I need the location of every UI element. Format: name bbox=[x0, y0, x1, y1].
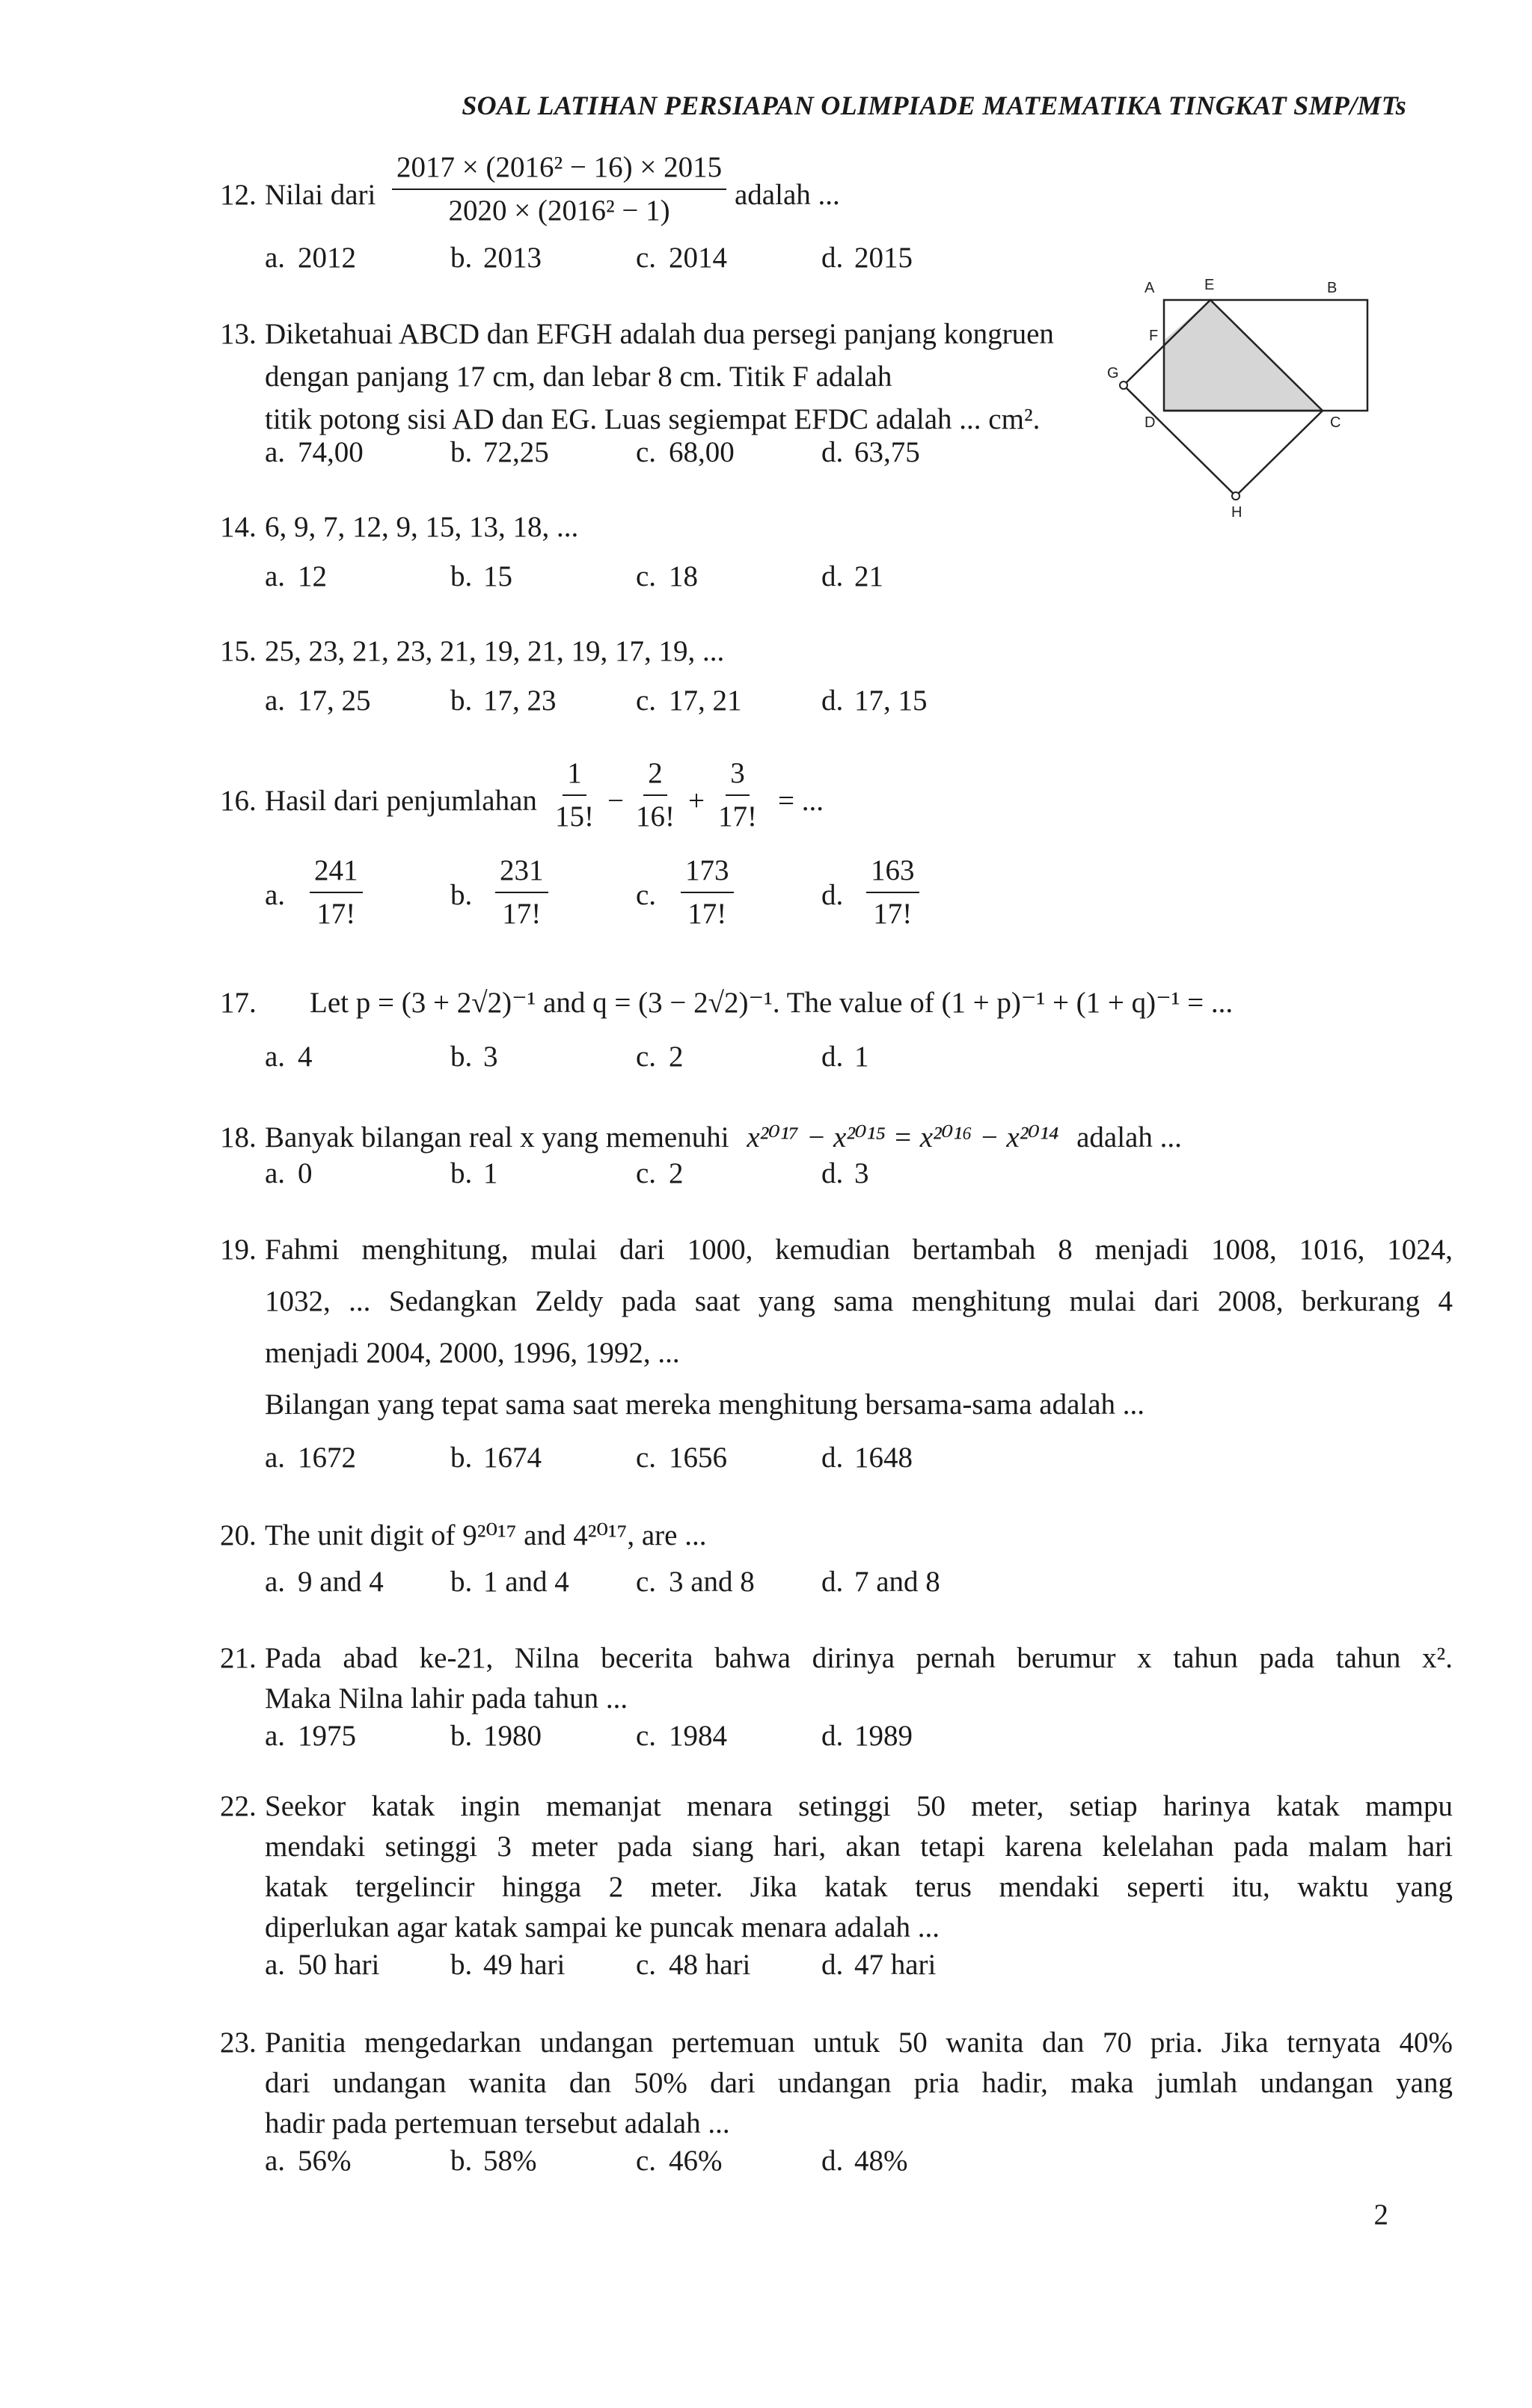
option-c: c. 17, 21 bbox=[636, 684, 742, 717]
question-line: 1032, ... Sedangkan Zeldy pada saat yang sama menghitung mulai dari 2008, berkurang 4 bbox=[265, 1285, 1453, 1317]
option-a: a. 50 hari bbox=[265, 1949, 380, 1981]
option-b: b. 3 bbox=[450, 1041, 498, 1073]
question-line: hadir pada pertemuan tersebut adalah ... bbox=[265, 2107, 730, 2139]
point-g bbox=[1120, 382, 1127, 389]
label-d: D bbox=[1145, 414, 1156, 431]
question-line: Diketahuai ABCD dan EFGH adalah dua persegi panjang kongruen bbox=[265, 318, 1054, 350]
option-a: a. 1672 bbox=[265, 1442, 356, 1474]
option-b: b. 49 hari bbox=[450, 1949, 566, 1981]
options-14 bbox=[265, 560, 1237, 602]
question-number: 13. bbox=[220, 318, 257, 350]
question-number: 23. bbox=[220, 2026, 257, 2059]
option-d: d. 1 bbox=[821, 1041, 869, 1073]
page-header: SOAL LATIHAN PERSIAPAN OLIMPIADE MATEMATIKA TINGKAT SMP/MTs bbox=[462, 91, 1406, 120]
option-b: b. 72,25 bbox=[450, 436, 549, 468]
options-22 bbox=[265, 1948, 1237, 1991]
question-text: 6, 9, 7, 12, 9, 15, 13, 18, ... bbox=[265, 511, 579, 543]
question-number: 21. bbox=[220, 1642, 257, 1674]
page-number: 2 bbox=[1373, 2199, 1388, 2231]
option-b: b. 1 bbox=[450, 1157, 498, 1189]
question-number: 18. bbox=[220, 1121, 257, 1154]
option-a: a. 0 bbox=[265, 1157, 313, 1189]
option-b: b. 15 bbox=[450, 560, 512, 592]
question-line: Fahmi menghitung, mulai dari 1000, kemudian bertambah 8 menjadi 1008, 1016, 1024, bbox=[265, 1234, 1453, 1266]
question-number: 22. bbox=[220, 1790, 257, 1822]
question-line: Pada abad ke-21, Nilna becerita bahwa dirinya pernah berumur x tahun pada tahun x². bbox=[265, 1642, 1453, 1674]
fraction-numerator: 2017 × (2016² − 16) × 2015 bbox=[392, 150, 726, 190]
option-d: d. 2015 bbox=[821, 242, 913, 274]
question-text: Nilai dari bbox=[265, 179, 376, 211]
option-c: c. 18 bbox=[636, 560, 698, 592]
question-text: Banyak bilangan real x yang memenuhi bbox=[265, 1121, 729, 1154]
options-15 bbox=[265, 684, 1237, 726]
label-b: B bbox=[1327, 280, 1338, 296]
option-d: d. 3 bbox=[821, 1157, 869, 1189]
options-18 bbox=[265, 1156, 1237, 1199]
question-line: mendaki setinggi 3 meter pada siang hari, akan tetapi karena kelelahan pada malam hari bbox=[265, 1830, 1453, 1863]
option-c: c. 2014 bbox=[636, 242, 727, 274]
question-number: 17. bbox=[220, 987, 257, 1019]
question-number: 15. bbox=[220, 635, 257, 667]
question-line: dengan panjang 17 cm, dan lebar 8 cm. Titik F adalah bbox=[265, 361, 892, 393]
question-line: menjadi 2004, 2000, 1996, 1992, ... bbox=[265, 1337, 680, 1369]
question-line: katak tergelincir hingga 2 meter. Jika katak terus mendaki seperti itu, waktu yang bbox=[265, 1871, 1453, 1903]
question-text: Let p = (3 + 2√2)⁻¹ and q = (3 − 2√2)⁻¹. The value of (1 + p)⁻¹ + (1 + q)⁻¹ = ... bbox=[310, 987, 1234, 1019]
question-line: dari undangan wanita dan 50% dari undangan pria hadir, maka jumlah undangan yang bbox=[265, 2067, 1453, 2099]
question-text-tail: adalah ... bbox=[735, 179, 840, 211]
option-d: d. 1648 bbox=[821, 1442, 913, 1474]
label-g: G bbox=[1107, 365, 1119, 382]
fraction: $\frac{3}{17!}$ bbox=[718, 757, 757, 833]
option-a: a. 17, 25 bbox=[265, 684, 371, 717]
label-h: H bbox=[1231, 504, 1243, 521]
option-a: a. 2012 bbox=[265, 242, 356, 274]
point-h bbox=[1232, 492, 1240, 500]
question-text-tail: adalah ... bbox=[1076, 1121, 1182, 1154]
options-20 bbox=[265, 1565, 1237, 1608]
question-text: 25, 23, 21, 23, 21, 19, 21, 19, 17, 19, ... bbox=[265, 635, 725, 667]
label-c: C bbox=[1330, 414, 1341, 431]
question-line: Bilangan yang tepat sama saat mereka menghitung bersama-sama adalah ... bbox=[265, 1388, 1145, 1421]
option-b-fraction: $\frac{231}{17!}$ bbox=[495, 853, 548, 932]
option-b: b. bbox=[450, 879, 473, 911]
option-a: a. 12 bbox=[265, 560, 327, 592]
shaded-region-efdc bbox=[1164, 300, 1323, 411]
option-a: a. 1975 bbox=[265, 1720, 356, 1752]
option-b: b. 1980 bbox=[450, 1720, 542, 1752]
option-c: c. 48 hari bbox=[636, 1949, 751, 1981]
label-f: F bbox=[1149, 328, 1159, 344]
option-b: b. 17, 23 bbox=[450, 684, 557, 717]
question-number: 12. bbox=[220, 179, 257, 211]
option-b: b. 1674 bbox=[450, 1442, 542, 1474]
fraction: $\frac{1}{15!}$ bbox=[555, 757, 594, 833]
option-c: c. 2 bbox=[636, 1041, 684, 1073]
label-a: A bbox=[1145, 280, 1155, 296]
option-d: d. 21 bbox=[821, 560, 883, 592]
option-d: d. 1989 bbox=[821, 1720, 913, 1752]
option-c: c. 1656 bbox=[636, 1442, 727, 1474]
options-16 bbox=[265, 853, 1237, 943]
question-line: diperlukan agar katak sampai ke puncak menara adalah ... bbox=[265, 1911, 940, 1943]
label-e: E bbox=[1204, 277, 1215, 293]
question-line: titik potong sisi AD dan EG. Luas segiempat EFDC adalah ... cm². bbox=[265, 403, 1041, 435]
fraction bbox=[392, 150, 726, 229]
option-a: a. 9 and 4 bbox=[265, 1566, 384, 1598]
option-c: c. bbox=[636, 879, 657, 911]
question-text: The unit digit of 9²⁰¹⁷ and 4²⁰¹⁷, are ... bbox=[265, 1519, 707, 1551]
question-text: Hasil dari penjumlahan bbox=[265, 785, 537, 817]
question-line: Maka Nilna lahir pada tahun ... bbox=[265, 1682, 628, 1715]
equation: x²⁰¹⁷ − x²⁰¹⁵ = x²⁰¹⁶ − x²⁰¹⁴ bbox=[747, 1121, 1059, 1154]
question-number: 14. bbox=[220, 511, 257, 543]
question-number: 19. bbox=[220, 1234, 257, 1266]
option-c: c. 3 and 8 bbox=[636, 1566, 755, 1598]
options-21 bbox=[265, 1719, 1237, 1762]
option-d: d. bbox=[821, 879, 844, 911]
option-d: d. 7 and 8 bbox=[821, 1566, 940, 1598]
option-a: a. 56% bbox=[265, 2145, 352, 2177]
option-c: c. 46% bbox=[636, 2145, 723, 2177]
option-d: d. 48% bbox=[821, 2145, 908, 2177]
options-12 bbox=[265, 241, 1237, 284]
options-23 bbox=[265, 2144, 1237, 2187]
option-b: b. 58% bbox=[450, 2145, 537, 2177]
options-19 bbox=[265, 1441, 1237, 1483]
option-c-fraction: $\frac{173}{17!}$ bbox=[681, 853, 734, 932]
option-d-fraction: $\frac{163}{17!}$ bbox=[866, 853, 919, 932]
option-a: a. bbox=[265, 879, 286, 911]
option-d: d. 17, 15 bbox=[821, 684, 928, 717]
options-17 bbox=[265, 1040, 1237, 1082]
question-line: Seekor katak ingin memanjat menara setinggi 50 meter, setiap harinya katak mampu bbox=[265, 1790, 1453, 1822]
option-d: d. 47 hari bbox=[821, 1949, 937, 1981]
option-d: d. 63,75 bbox=[821, 436, 920, 468]
option-b: b. 2013 bbox=[450, 242, 542, 274]
option-c: c. 68,00 bbox=[636, 436, 735, 468]
fraction-denominator: 2020 × (2016² − 1) bbox=[448, 194, 670, 227]
option-a-fraction: $\frac{241}{17!}$ bbox=[310, 853, 363, 932]
rectangle-figure bbox=[1107, 273, 1341, 521]
option-b: b. 1 and 4 bbox=[450, 1566, 569, 1598]
option-c: c. 2 bbox=[636, 1157, 684, 1189]
question-line: Panitia mengedarkan undangan pertemuan untuk 50 wanita dan 70 pria. Jika ternyata 40% bbox=[265, 2026, 1453, 2059]
fraction: $\frac{2}{16!}$ bbox=[636, 757, 675, 833]
option-a: a. 74,00 bbox=[265, 436, 364, 468]
option-c: c. 1984 bbox=[636, 1720, 727, 1752]
option-a: a. 4 bbox=[265, 1041, 313, 1073]
options-13 bbox=[265, 435, 1237, 478]
question-number: 16. bbox=[220, 785, 257, 817]
question-number: 20. bbox=[220, 1519, 257, 1551]
